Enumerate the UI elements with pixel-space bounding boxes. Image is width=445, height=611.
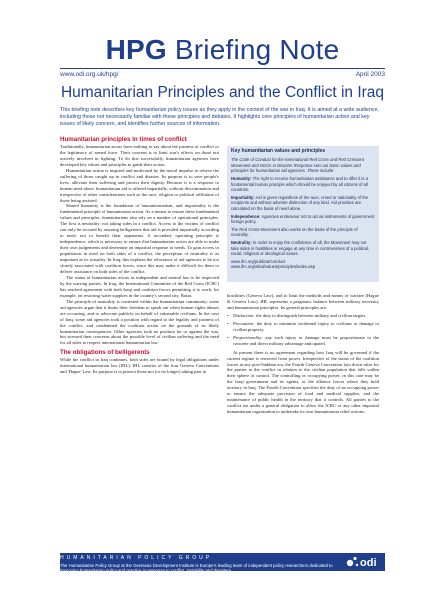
box-item-impartiality: Impartiality: Aid is given regardless of the race, creed or nationality of the recipients and without adverse distinction of any kind. Aid priorities are calculated on the basis of need alone. bbox=[231, 194, 369, 211]
box-item-independence: Independence: Agencies endeavour not to act as instruments of government foreign policy. bbox=[231, 213, 375, 224]
box-intro: The Code of Conduct for the International Red Cross and Red Crescent Movement and NGOs in Disaster Response sets out basic values and principles for humanitarian aid agencies. These include: bbox=[231, 157, 364, 174]
box-note: The Red Cross Movement also works on the basis of the principle of neutrality. bbox=[231, 226, 358, 238]
header-rule bbox=[60, 68, 385, 69]
footer-group-name: HUMANITARIAN POLICY GROUP bbox=[60, 555, 213, 561]
list-item: • Precaution: the duty to minimise incidental injury to civilians or damage to civilian property. bbox=[227, 321, 379, 333]
body-paragraph: Traditionally, humanitarian actors have nothing to say about the justness of conflict or the legitimacy of armed force. Their concern is to limit war's effects on those not actively involved in fighting. To do this successfully, humanitarian agencies have developed key values and principles to guide their action. bbox=[60, 143, 219, 167]
body-paragraph: At present there is no agreement regarding how Iraq will be governed if the current regime is removed from power. Irrespective of the status of the coalition forces in any post-Saddam era, the Fourth Geneva Convention lays down rules for the parties to the conflict in relation to the civilian population that falls within their sphere of control. The controlling or occupying power, in this case may be the Iraqi government and its agents, or the alliance forces where they hold territory in Iraq. The Fourth Convention specifies the duty of an occupying power to ensure the adequate provision of food and medical supplies, and the maintenance of public health in the territory that it controls. All parties to the conflict are under a general obligation to allow the ICRC or any other impartial humanitarian organisation to undertake its own humanitarian relief actions. bbox=[227, 349, 379, 415]
odi-logo-icon bbox=[346, 555, 382, 569]
section-heading-principles: Humanitarian principles in times of conflict bbox=[60, 136, 187, 143]
body-paragraph: While the conflict in Iraq continues, both sides are bound by legal obligations under international humanitarian law (IHL). IHL consists of the four Geneva Conventions and 'Hague' Law. Its purpose is to protect those not (or no longer) taking part in bbox=[60, 357, 219, 375]
body-paragraph: The status of humanitarian actors as independent and neutral has to be respected by the warring parties. In Iraq, the International Committee of the Red Cross (ICRC) has reached agreement with both Iraqi and coalition forces permitting it to work, for example, on restoring water supplies in the country's second city, Basra. bbox=[60, 274, 219, 298]
right-column bbox=[227, 293, 379, 415]
left-column bbox=[60, 137, 219, 375]
body-paragraph: hostilities (Geneva Law), and to limit the methods and means of warfare (Hague & Geneva Law). IHL represents a pragmatic balance between military necessity and humanitarian principles. Its general principles are: bbox=[227, 293, 379, 310]
body-paragraph: The principle of neutrality is contested within the humanitarian community; some aid agencies argue that it limits their freedom to speak out when human rights abuses are occurring, and to advocate publicly on behalf of vulnerable civilians. In the case of Iraq, some aid agencies took a position with regard to the legality and justness of the conflict, and condemned the coalition action on the grounds of its likely humanitarian consequences. Other agencies took no position for or against the war, but stressed their concerns about the possible level of civilian suffering and the need for all sides to respect international humanitarian law. bbox=[60, 298, 219, 346]
section-heading-obligations: The obligations of belligerents bbox=[60, 349, 150, 357]
body-paragraph: Shared humanity is the foundation of humanitarianism, and impartiality is the fundamental principle of humanitarian action. As a means to ensure these fundamental values and principles, humanitarians also rely on a number of operational principles. The first is neutrality: not taking sides in a conflict. Access to the victims of conflict can only be secured by assuring belligerents that aid is provided impartially according to need, not to benefit their opponents. A secondary operating principle is independence, which is necessary to ensure that humanitarian actors are able to make their own judgements and determine an impartial response to needs. To gain access to populations in need on both sides of a conflict, the perception of neutrality is as important as its actuality. In Iraq, this explains the reluctance of aid agencies to be too closely associated with coalition forces, since this may make it difficult for them to deliver assistance on both sides of the conflict. bbox=[60, 203, 219, 274]
list-item: • Proportionality: any such injury or damage must be proportionate to the concrete and direct military advantage anticipated. bbox=[227, 335, 379, 347]
box-title: Key humanitarian values and principles bbox=[231, 148, 326, 154]
hpg-url-link[interactable]: www.odi.org.uk/hpg/ bbox=[60, 71, 119, 78]
box-link-conduct[interactable]: www.ifrc.org/publicat/conduct bbox=[231, 258, 286, 264]
body-paragraph: Humanitarian action is inspired and motivated by the moral impulse to relieve the suffering of those caught up in conflict and disaster. Its purpose is to save people's lives, alleviate their suffering and protect their dignity. Because it is a response to human need alone, humanitarian aid is offered impartially, without discrimination and irrespective of other considerations such as the race, religion or political affiliation of those being assisted. bbox=[60, 167, 219, 203]
publication-date: April 2003 bbox=[355, 71, 385, 78]
footer-description: The Humanitarian Policy Group at the Overseas Development Institute is Europe's leading team of independent policy researchers dedicated to improving humanitarian policy and practice in response to conflict, instability and disasters. bbox=[60, 563, 333, 574]
document-title: Humanitarian Principles and the Conflict in Iraq bbox=[60, 84, 385, 101]
box-item-humanity: Humanity: The right to receive humanitarian assistance and to offer it is a fundamental human principle which should be enjoyed by all citizens of all countries. bbox=[231, 176, 368, 192]
briefing-note-title: HPG Briefing Note bbox=[105, 34, 340, 65]
ihl-principles-list bbox=[227, 313, 379, 347]
box-item-neutrality: Neutrality: In order to enjoy the confidence of all, the Movement may not take sides in hostilities or engage at any time in controversies of a political, racial, religious or ideological nature. bbox=[231, 240, 370, 256]
list-item: • Distinction: the duty to distinguish between military and civilian targets. bbox=[227, 313, 379, 319]
box-link-principles[interactable]: www.ifrc.org/what/values/principles/index.asp bbox=[231, 264, 316, 270]
intro-paragraph: This briefing note describes key humanitarian policy issues as they apply in the context of the war in Iraq. It is aimed at a wide audience, including those not necessarily familiar with these principles and debates. It highlights core principles of humanitarian action and key issues of likely concern, and identifies further sources of information. bbox=[60, 107, 379, 127]
odi-logo-text: odi bbox=[360, 557, 377, 569]
key-values-box bbox=[227, 146, 379, 282]
